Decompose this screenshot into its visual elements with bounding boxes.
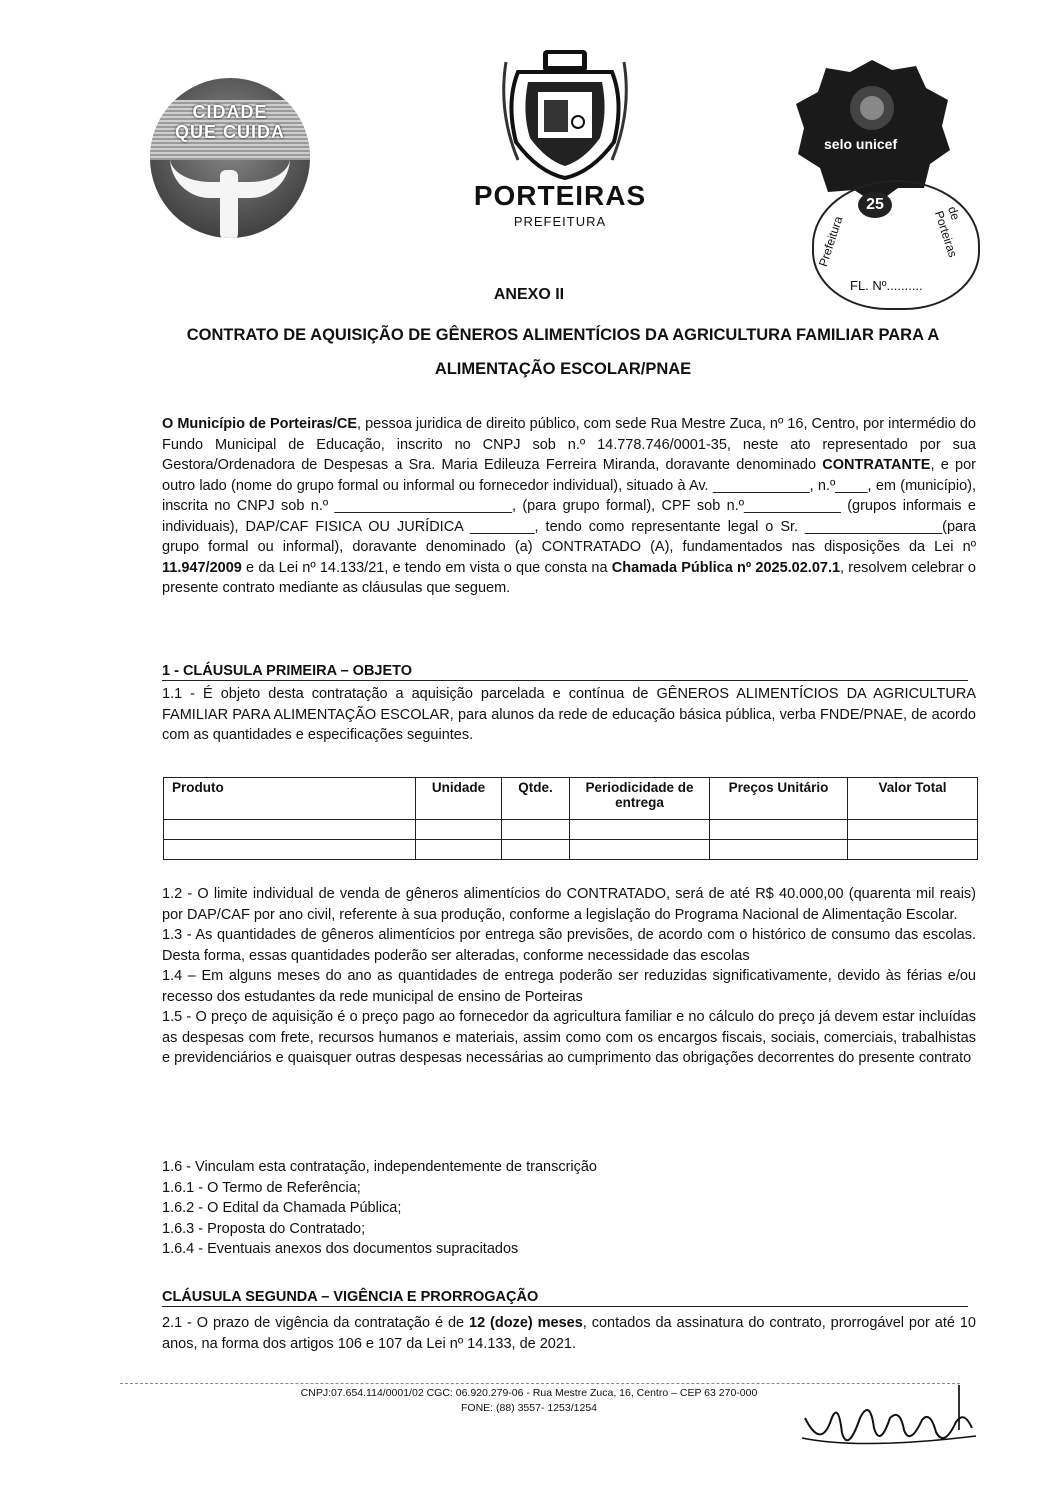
selo-unicef-text: selo unicef (824, 136, 898, 152)
brand-sub: PREFEITURA (513, 214, 607, 229)
clause-1-1: 1.1 - É objeto desta contratação a aquisição parcelada e contínua de GÊNEROS ALIMENTÍCIOS DA AGRICULTURA FAMILIAR PARA ALIMENTAÇÃO ESCOLAR, para alunos da rede de educação básica pública, verba FNDE/PNAE, de acordo com as quantidades e especificações seguintes. (162, 686, 976, 743)
intro-chamada: Chamada Pública nº 2025.02.07.1 (611, 559, 841, 576)
brand-block (440, 180, 680, 229)
annex-title: ANEXO II (493, 286, 565, 303)
intro-text-1: , pessoa juridica de direito público, com sede Rua Mestre Zuca, nº 16, Centro, por intermédio do Fundo Municipal de Educação, inscrito no CNPJ sob n.º 14.778.746/0001-35, neste ato representado por sua Gestora/Ordenadora de Despesas a Sra. Maria Edileuza Ferreira Miranda, doravante denominado (162, 416, 976, 473)
clause-2-1-end: , contados da assinatura do contrato, prorrogável por até 10 anos, na forma dos artigos 106 e 107 da Lei nº 14.133, de 2021. (162, 1315, 976, 1352)
cidade-que-cuida-text: CIDADE QUE CUIDA (174, 102, 285, 142)
intro-paragraph (162, 414, 976, 599)
products-table (163, 777, 978, 860)
col-preco-unitario: Preços Unitário (710, 778, 848, 820)
footer-divider (120, 1383, 960, 1384)
clause-2-heading: CLÁUSULA SEGUNDA – VIGÊNCIA E PRORROGAÇÃO (162, 1289, 968, 1307)
col-qtde: Qtde. (502, 778, 570, 820)
footer-line-1: CNPJ:07.654.114/0001/02 CGC: 06.920.279-06 - Rua Mestre Zuca, 16, Centro – CEP 63 270-000 (300, 1387, 758, 1399)
stamp-fl-text: FL. Nº.......... (850, 278, 923, 293)
col-produto: Produto (164, 778, 416, 820)
intro-municipality: O Município de Porteiras/CE (162, 416, 358, 432)
footer-line-2: FONE: (88) 3557- 1253/1254 (461, 1402, 597, 1414)
clause-1-6-block (162, 1157, 976, 1260)
table-row (164, 820, 978, 840)
clause-1-2-to-1-5 (162, 884, 976, 1069)
clause-1-5: 1.5 - O preço de aquisição é o preço pago ao fornecedor da agricultura familiar e no cálculo do preço já devem estar incluídas as despesas com frete, recursos humanos e materiais, assim como com os encargos fiscais, sociais, comerciais, trabalhistas e previdenciários e quaisquer outras despesas necessárias ao cumprimento das obrigações decorrentes do presente contrato (162, 1009, 976, 1066)
clause-1-heading: 1 - CLÁUSULA PRIMEIRA – OBJETO (162, 663, 968, 681)
porteiras-crest-icon (498, 42, 632, 182)
clause-1-2: 1.2 - O limite individual de venda de gêneros alimentícios do CONTRATADO, será de até R$ 40.000,00 (quarenta mil reais) por DAP/CAF por ano civil, referente à sua produção, conforme a legislação do Programa Nacional de Alimentação Escolar. (162, 886, 976, 923)
col-unidade: Unidade (416, 778, 502, 820)
stamp-left-text: Prefeitura (816, 214, 846, 269)
cidade-que-cuida-logo (150, 78, 310, 238)
intro-text-3: e da Lei nº 14.133/21, e tendo em vista o que consta na (241, 559, 612, 576)
stamp-right-text: de Porteiras (931, 204, 963, 260)
clause-1-6-1: 1.6.1 - O Termo de Referência; (162, 1179, 361, 1196)
clause-2-1-bold: 12 (doze) meses (469, 1315, 583, 1331)
contract-title: CONTRATO DE AQUISIÇÃO DE GÊNEROS ALIMENTÍCIOS DA AGRICULTURA FAMILIAR PARA A ALIMENTAÇÃO ESCOLAR/PNAE (186, 326, 940, 378)
table-row (164, 840, 978, 860)
intro-law: 11.947/2009 (162, 559, 242, 576)
clause-1-3: 1.3 - As quantidades de gêneros alimentícios por entrega são previsões, de acordo com o histórico de consumo das escolas. Desta forma, essas quantidades poderão ser alteradas, conforme necessidade das escolas (162, 927, 976, 964)
clause-1-6: 1.6 - Vinculam esta contratação, independentemente de transcrição (162, 1159, 597, 1175)
clause-1-4: 1.4 – Em alguns meses do ano as quantidades de entrega poderão ser reduzidas significativamente, devido às férias e/ou recesso dos estudantes da rede municipal de ensino de Porteiras (162, 968, 976, 1005)
col-valor-total: Valor Total (848, 778, 978, 820)
selo-number-badge: 25 (858, 192, 892, 218)
clause-1-6-3: 1.6.3 - Proposta do Contratado; (162, 1220, 366, 1237)
intro-contratante: CONTRATANTE (822, 457, 931, 473)
clause-1-6-4: 1.6.4 - Eventuais anexos dos documentos supracitados (162, 1241, 519, 1257)
brand-name: PORTEIRAS (473, 180, 647, 211)
clause-2-1 (162, 1313, 976, 1354)
table-header-row (164, 778, 978, 820)
intro-text-2: , e por outro lado (nome do grupo formal ou informal ou fornecedor individual), situado à Av. ____________, n.º____, em (município), inscrita no CNPJ sob n.º ______________________, (para grupo formal), CPF sob n.º____________ (grupos informais e individuais), DAP/CAF FISICA OU JURÍDICA ________, tendo como representante legal o Sr. _________________(para grupo formal ou informal), doravante denominado (a) CONTRATADO (A), fundamentados nas disposições da Lei nº (162, 457, 976, 555)
handwritten-signature-icon (800, 1388, 980, 1458)
col-periodicidade: Periodicidade de entrega (570, 778, 710, 820)
intro-text-4: , resolvem celebrar o presente contrato mediante as cláusulas que seguem. (162, 559, 976, 596)
clause-2-1-start: 2.1 - O prazo de vigência da contratação é de (162, 1315, 470, 1331)
clause-1-6-2: 1.6.2 - O Edital da Chamada Pública; (162, 1200, 402, 1216)
